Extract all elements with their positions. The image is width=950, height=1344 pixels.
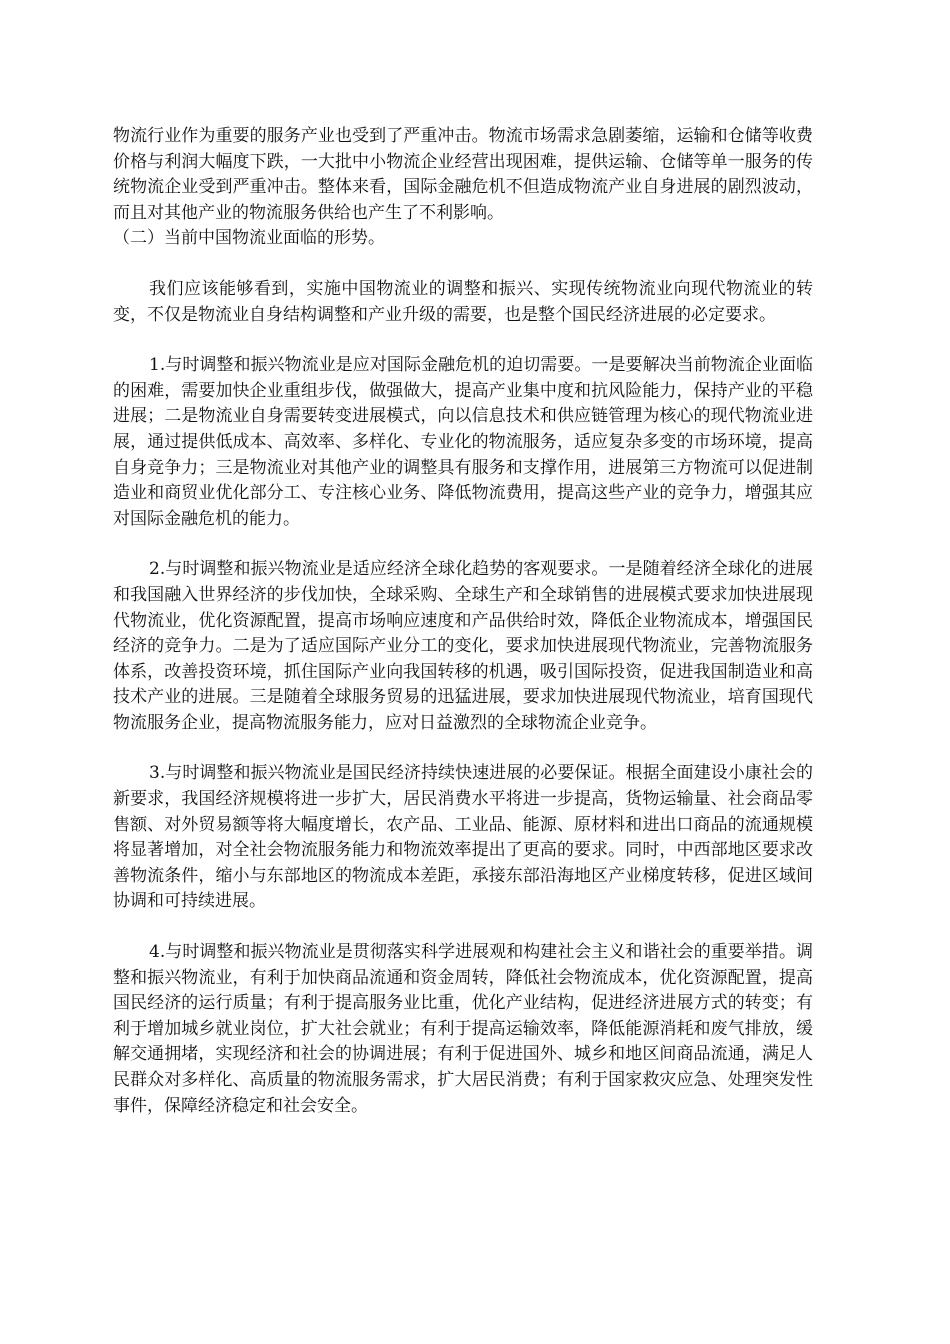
- paragraph-point-2: 2.与时调整和振兴物流业是适应经济全球化趋势的客观要求。一是随着经济全球化的进展和我国融入世界经济的步伐加快，全球采购、全球生产和全球销售的进展模式要求加快进展现代物流业，优化资源配置，提高市场响应速度和产品供给时效，降低企业物流成本，增强国民经济的竞争力。二是为了适应国际产业分工的变化，要求加快进展现代物流业，完善物流服务体系，改善投资环境，抓住国际产业向我国转移的机遇，吸引国际投资，促进我国制造业和高技术产业的进展。三是随着全球服务贸易的迅猛进展，要求加快进展现代物流业，培育国现代物流服务企业，提高物流服务能力，应对日益激烈的全球物流企业竞争。: [113, 559, 813, 733]
- paragraph-intro: 我们应该能够看到，实施中国物流业的调整和振兴、实现传统物流业向现代物流业的转变，不仅是物流业自身结构调整和产业升级的需要，也是整个国民经济进展的必定要求。: [113, 278, 813, 325]
- paragraph-point-4: 4.与时调整和振兴物流业是贯彻落实科学进展观和构建社会主义和谐社会的重要举措。调整和振兴物流业，有利于加快商品流通和资金周转，降低社会物流成本，优化资源配置，提高国民经济的运行质量；有利于提高服务业比重，优化产业结构，促进经济进展方式的转变；有利于增加城乡就业岗位，扩大社会就业；有利于提高运输效率，降低能源消耗和废气排放，缓解交通拥堵，实现经济和社会的协调进展；有利于促进国外、城乡和地区间商品流通，满足人民群众对多样化、高质量的物流服务需求，扩大居民消费；有利于国家救灾应急、处理突发性事件，保障经济稳定和社会安全。: [113, 942, 813, 1116]
- paragraph-point-1: 1.与时调整和振兴物流业是应对国际金融危机的迫切需要。一是要解决当前物流企业面临的困难，需要加快企业重组步伐，做强做大，提高产业集中度和抗风险能力，保持产业的平稳进展；二是物流业自身需要转变进展模式，向以信息技术和供应链管理为核心的现代物流业进展，通过提供低成本、高效率、多样化、专业化的物流服务，适应复杂多变的市场环境，提高自身竞争力；三是物流业对其他产业的调整具有服务和支撑作用，进展第三方物流可以促进制造业和商贸业优化部分工、专注核心业务、降低物流费用，提高这些产业的竞争力，增强其应对国际金融危机的能力。: [113, 355, 813, 529]
- paragraph-logistics-impact: 物流行业作为重要的服务产业也受到了严重冲击。物流市场需求急剧萎缩，运输和仓储等收费价格与利润大幅度下跌，一大批中小物流企业经营出现困难，提供运输、仓储等单一服务的传统物流企业受到严重冲击。整体来看，国际金融危机不但造成物流产业自身进展的剧烈波动，而且对其他产业的物流服务供给也产生了不利影响。: [113, 126, 813, 223]
- section-heading: （二）当前中国物流业面临的形势。: [113, 228, 385, 249]
- document-body: [113, 124, 813, 1119]
- paragraph-point-3: 3.与时调整和振兴物流业是国民经济持续快速进展的必要保证。根据全面建设小康社会的新要求，我国经济规模将进一步扩大，居民消费水平将进一步提高，货物运输量、社会商品零售额、对外贸易额等将大幅度增长，农产品、工业品、能源、原材料和进出口商品的流通规模将显著增加，对全社会物流服务能力和物流效率提出了更高的要求。同时，中西部地区要求改善物流条件，缩小与东部地区的物流成本差距，承接东部沿海地区产业梯度转移，促进区域间协调和可持续进展。: [113, 763, 813, 912]
